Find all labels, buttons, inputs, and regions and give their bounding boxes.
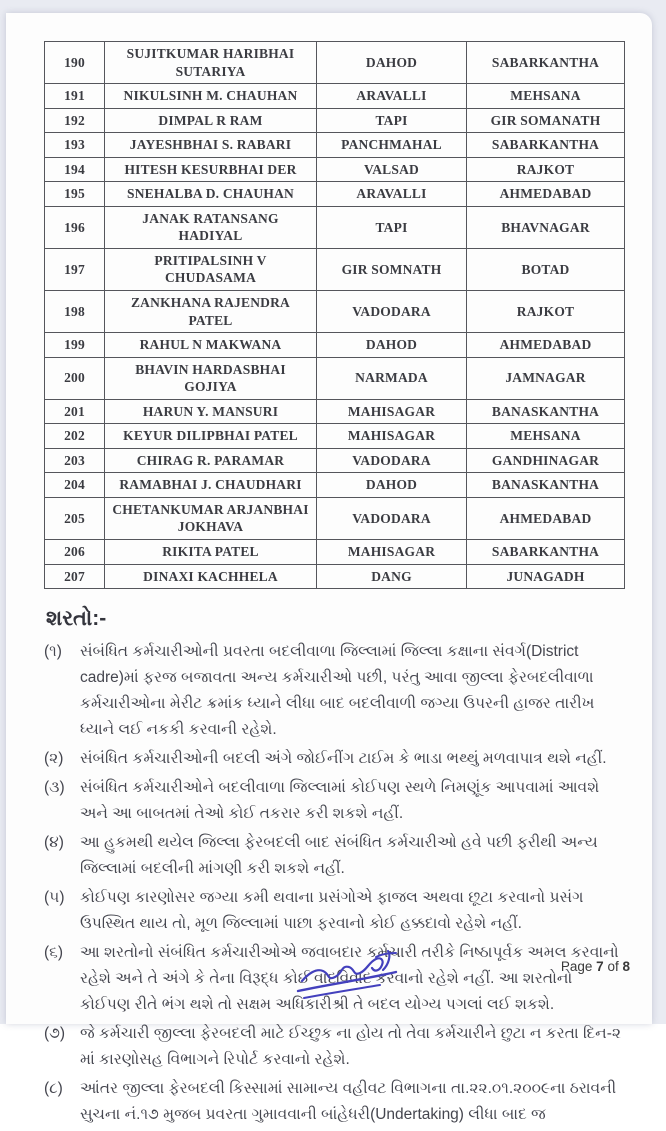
to-district-cell: JUNAGADH — [467, 564, 625, 589]
from-district-cell: VALSAD — [317, 157, 467, 182]
table-row — [45, 473, 625, 498]
table-row — [45, 564, 625, 589]
to-district-cell: MEHSANA — [467, 84, 625, 109]
condition-item — [44, 775, 626, 827]
condition-text: આ હુકમથી થયેલ જિલ્લા ફેરબદલી બાદ સંબંધિત કર્મચારીઓ હવે પછી ફરીથી અન્ય જિલ્લામાં બદલીની માંગણી કરી શકશે નહીં. — [80, 834, 598, 878]
condition-number: (૧) — [44, 643, 62, 661]
employee-name-cell: JANAK RATANSANG HADIYAL — [105, 206, 317, 248]
employee-name-cell: HARUN Y. MANSURI — [105, 399, 317, 424]
from-district-cell: DANG — [317, 564, 467, 589]
employee-name-cell: RIKITA PATEL — [105, 540, 317, 565]
transfer-roster-table — [44, 41, 625, 589]
to-district-cell: BOTAD — [467, 248, 625, 290]
to-district-cell: BANASKANTHA — [467, 399, 625, 424]
to-district-cell: GANDHINAGAR — [467, 448, 625, 473]
condition-item — [44, 885, 626, 937]
page-current: 7 — [596, 959, 604, 974]
table-row — [45, 357, 625, 399]
page-of-label: of — [607, 959, 619, 974]
condition-item — [44, 1076, 626, 1128]
from-district-cell: VADODARA — [317, 291, 467, 333]
employee-name-cell: BHAVIN HARDASBHAI GOJIYA — [105, 357, 317, 399]
employee-name-cell: HITESH KESURBHAI DER — [105, 157, 317, 182]
employee-name-cell: CHIRAG R. PARAMAR — [105, 448, 317, 473]
conditions-list — [44, 639, 626, 1128]
condition-text: જે કર્મચારી જીલ્લા ફેરબદલી માટે ઈચ્છુક ના હોય તો તેવા કર્મચારીને છુટા ન કરતા દિન-૨ માં કારણોસહ વિભાગને રિપોર્ટ કરવાનો રહેશે. — [80, 1025, 621, 1069]
table-row — [45, 157, 625, 182]
table-row — [45, 424, 625, 449]
table-row — [45, 248, 625, 290]
condition-item — [44, 830, 626, 882]
serial-number-cell: 195 — [45, 182, 105, 207]
serial-number-cell: 194 — [45, 157, 105, 182]
employee-name-cell: SNEHALBA D. CHAUHAN — [105, 182, 317, 207]
to-district-cell: AHMEDABAD — [467, 182, 625, 207]
from-district-cell: ARAVALLI — [317, 182, 467, 207]
employee-name-cell: PRITIPALSINH V CHUDASAMA — [105, 248, 317, 290]
document-page — [6, 13, 652, 1124]
table-row — [45, 182, 625, 207]
page-label-prefix: Page — [560, 959, 593, 974]
table-row — [45, 540, 625, 565]
page-total: 8 — [622, 959, 630, 974]
from-district-cell: MAHISAGAR — [317, 540, 467, 565]
condition-item — [44, 746, 626, 772]
table-row — [45, 448, 625, 473]
condition-text: સંબંધિત કર્મચારીઓની પ્રવરતા બદલીવાળા જિલ્લામાં જિલ્લા કક્ષાના સંવર્ગ(District cadre)માં ફરજ બજાવતા અન્ય કર્મચારીઓ પછી, પરંતુ આવા જીલ્લા ફેરબદલીવાળા કર્મચારીઓના મેરીટ ક્રમાંક ધ્યાને લીધા બાદ બદલીવાળી જગ્યા ઉપરની હાજર તારીખ ધ્યાને લઈ નકકી કરવાની રહેશે. — [80, 643, 595, 739]
employee-name-cell: ZANKHANA RAJENDRA PATEL — [105, 291, 317, 333]
employee-name-cell: DIMPAL R RAM — [105, 108, 317, 133]
condition-number: (૨) — [44, 750, 64, 768]
employee-name-cell: CHETANKUMAR ARJANBHAI JOKHAVA — [105, 497, 317, 539]
condition-number: (૬) — [44, 944, 64, 962]
serial-number-cell: 203 — [45, 448, 105, 473]
condition-item — [44, 1021, 626, 1073]
from-district-cell: VADODARA — [317, 497, 467, 539]
from-district-cell: DAHOD — [317, 473, 467, 498]
to-district-cell: SABARKANTHA — [467, 133, 625, 158]
conditions-heading: શરતો:- — [46, 607, 107, 631]
employee-name-cell: SUJITKUMAR HARIBHAI SUTARIYA — [105, 42, 317, 84]
serial-number-cell: 191 — [45, 84, 105, 109]
from-district-cell: TAPI — [317, 206, 467, 248]
to-district-cell: BHAVNAGAR — [467, 206, 625, 248]
serial-number-cell: 204 — [45, 473, 105, 498]
condition-text: સંબંધિત કર્મચારીઓને બદલીવાળા જિલ્લામાં કોઈપણ સ્થળે નિમણૂંક આપવામાં આવશે અને આ બાબતમાં તેઓ કોઈ તકરાર કરી શકશે નહીં. — [80, 779, 600, 823]
serial-number-cell: 202 — [45, 424, 105, 449]
from-district-cell: GIR SOMNATH — [317, 248, 467, 290]
transfer-roster-body — [45, 42, 625, 589]
condition-number: (૪) — [44, 834, 64, 852]
condition-text: સંબંધિત કર્મચારીઓની બદલી અંગે જોઈનીંગ ટાઈમ કે ભાડા ભથ્થું મળવાપાત્ર થશે નહીં. — [80, 750, 607, 768]
serial-number-cell: 207 — [45, 564, 105, 589]
from-district-cell: MAHISAGAR — [317, 399, 467, 424]
condition-number: (૩) — [44, 779, 65, 797]
from-district-cell: NARMADA — [317, 357, 467, 399]
table-row — [45, 399, 625, 424]
employee-name-cell: DINAXI KACHHELA — [105, 564, 317, 589]
serial-number-cell: 198 — [45, 291, 105, 333]
serial-number-cell: 206 — [45, 540, 105, 565]
condition-number: (૭) — [44, 1025, 66, 1043]
employee-name-cell: RAMABHAI J. CHAUDHARI — [105, 473, 317, 498]
from-district-cell: TAPI — [317, 108, 467, 133]
to-district-cell: AHMEDABAD — [467, 497, 625, 539]
serial-number-cell: 193 — [45, 133, 105, 158]
serial-number-cell: 201 — [45, 399, 105, 424]
condition-text: આ શરતોનો સંબંધિત કર્મચારીઓએ જવાબદાર કર્મચારી તરીકે નિષ્ઠાપૂર્વક અમલ કરવાનો રહેશે અને તે અંગે કે તેના વિરૂદ્ધ કોઈ વાદવિવાદ કરવાનો રહેશે નહીં. આ શરતોનો કોઈપણ રીતે ભંગ થશે તો સક્ષમ અધિકારીશ્રી તે બદલ યોગ્ય પગલાં લઈ શકશે. — [80, 944, 619, 1014]
signature-scribble — [292, 941, 410, 1009]
serial-number-cell: 205 — [45, 497, 105, 539]
condition-item — [44, 639, 626, 743]
to-district-cell: MEHSANA — [467, 424, 625, 449]
table-row — [45, 497, 625, 539]
condition-text: આંતર જીલ્લા ફેરબદલી કિસ્સામાં સામાન્ય વહીવટ વિભાગના તા.૨૨.૦૧.૨૦૦૯ના ઠરાવની સુચના નં.૧૭ મુજબ પ્રવરતા ગુમાવવાની બાંહેધરી(Undertaking) લીધા બાદ જ — [80, 1080, 617, 1124]
to-district-cell: AHMEDABAD — [467, 333, 625, 358]
condition-number: (૫) — [44, 889, 65, 907]
employee-name-cell: NIKULSINH M. CHAUHAN — [105, 84, 317, 109]
table-row — [45, 42, 625, 84]
to-district-cell: GIR SOMANATH — [467, 108, 625, 133]
condition-text: કોઈપણ કારણોસર જગ્યા કમી થવાના પ્રસંગોએ ફાજલ અથવા છૂટા કરવાનો પ્રસંગ ઉપસ્થિત થાય તો, મૂળ જિલ્લામાં પાછા ફરવાનો કોઈ હક્કદાવો રહેશે નહીં. — [80, 889, 584, 933]
table-row — [45, 84, 625, 109]
employee-name-cell: JAYESHBHAI S. RABARI — [105, 133, 317, 158]
from-district-cell: DAHOD — [317, 333, 467, 358]
table-row — [45, 133, 625, 158]
table-row — [45, 206, 625, 248]
serial-number-cell: 192 — [45, 108, 105, 133]
page-number — [561, 959, 630, 974]
from-district-cell: MAHISAGAR — [317, 424, 467, 449]
serial-number-cell: 199 — [45, 333, 105, 358]
table-row — [45, 291, 625, 333]
to-district-cell: BANASKANTHA — [467, 473, 625, 498]
employee-name-cell: KEYUR DILIPBHAI PATEL — [105, 424, 317, 449]
to-district-cell: SABARKANTHA — [467, 42, 625, 84]
serial-number-cell: 197 — [45, 248, 105, 290]
to-district-cell: SABARKANTHA — [467, 540, 625, 565]
condition-number: (૮) — [44, 1080, 63, 1098]
table-row — [45, 333, 625, 358]
from-district-cell: VADODARA — [317, 448, 467, 473]
table-row — [45, 108, 625, 133]
to-district-cell: JAMNAGAR — [467, 357, 625, 399]
to-district-cell: RAJKOT — [467, 157, 625, 182]
serial-number-cell: 190 — [45, 42, 105, 84]
from-district-cell: ARAVALLI — [317, 84, 467, 109]
from-district-cell: PANCHMAHAL — [317, 133, 467, 158]
serial-number-cell: 196 — [45, 206, 105, 248]
serial-number-cell: 200 — [45, 357, 105, 399]
to-district-cell: RAJKOT — [467, 291, 625, 333]
employee-name-cell: RAHUL N MAKWANA — [105, 333, 317, 358]
from-district-cell: DAHOD — [317, 42, 467, 84]
